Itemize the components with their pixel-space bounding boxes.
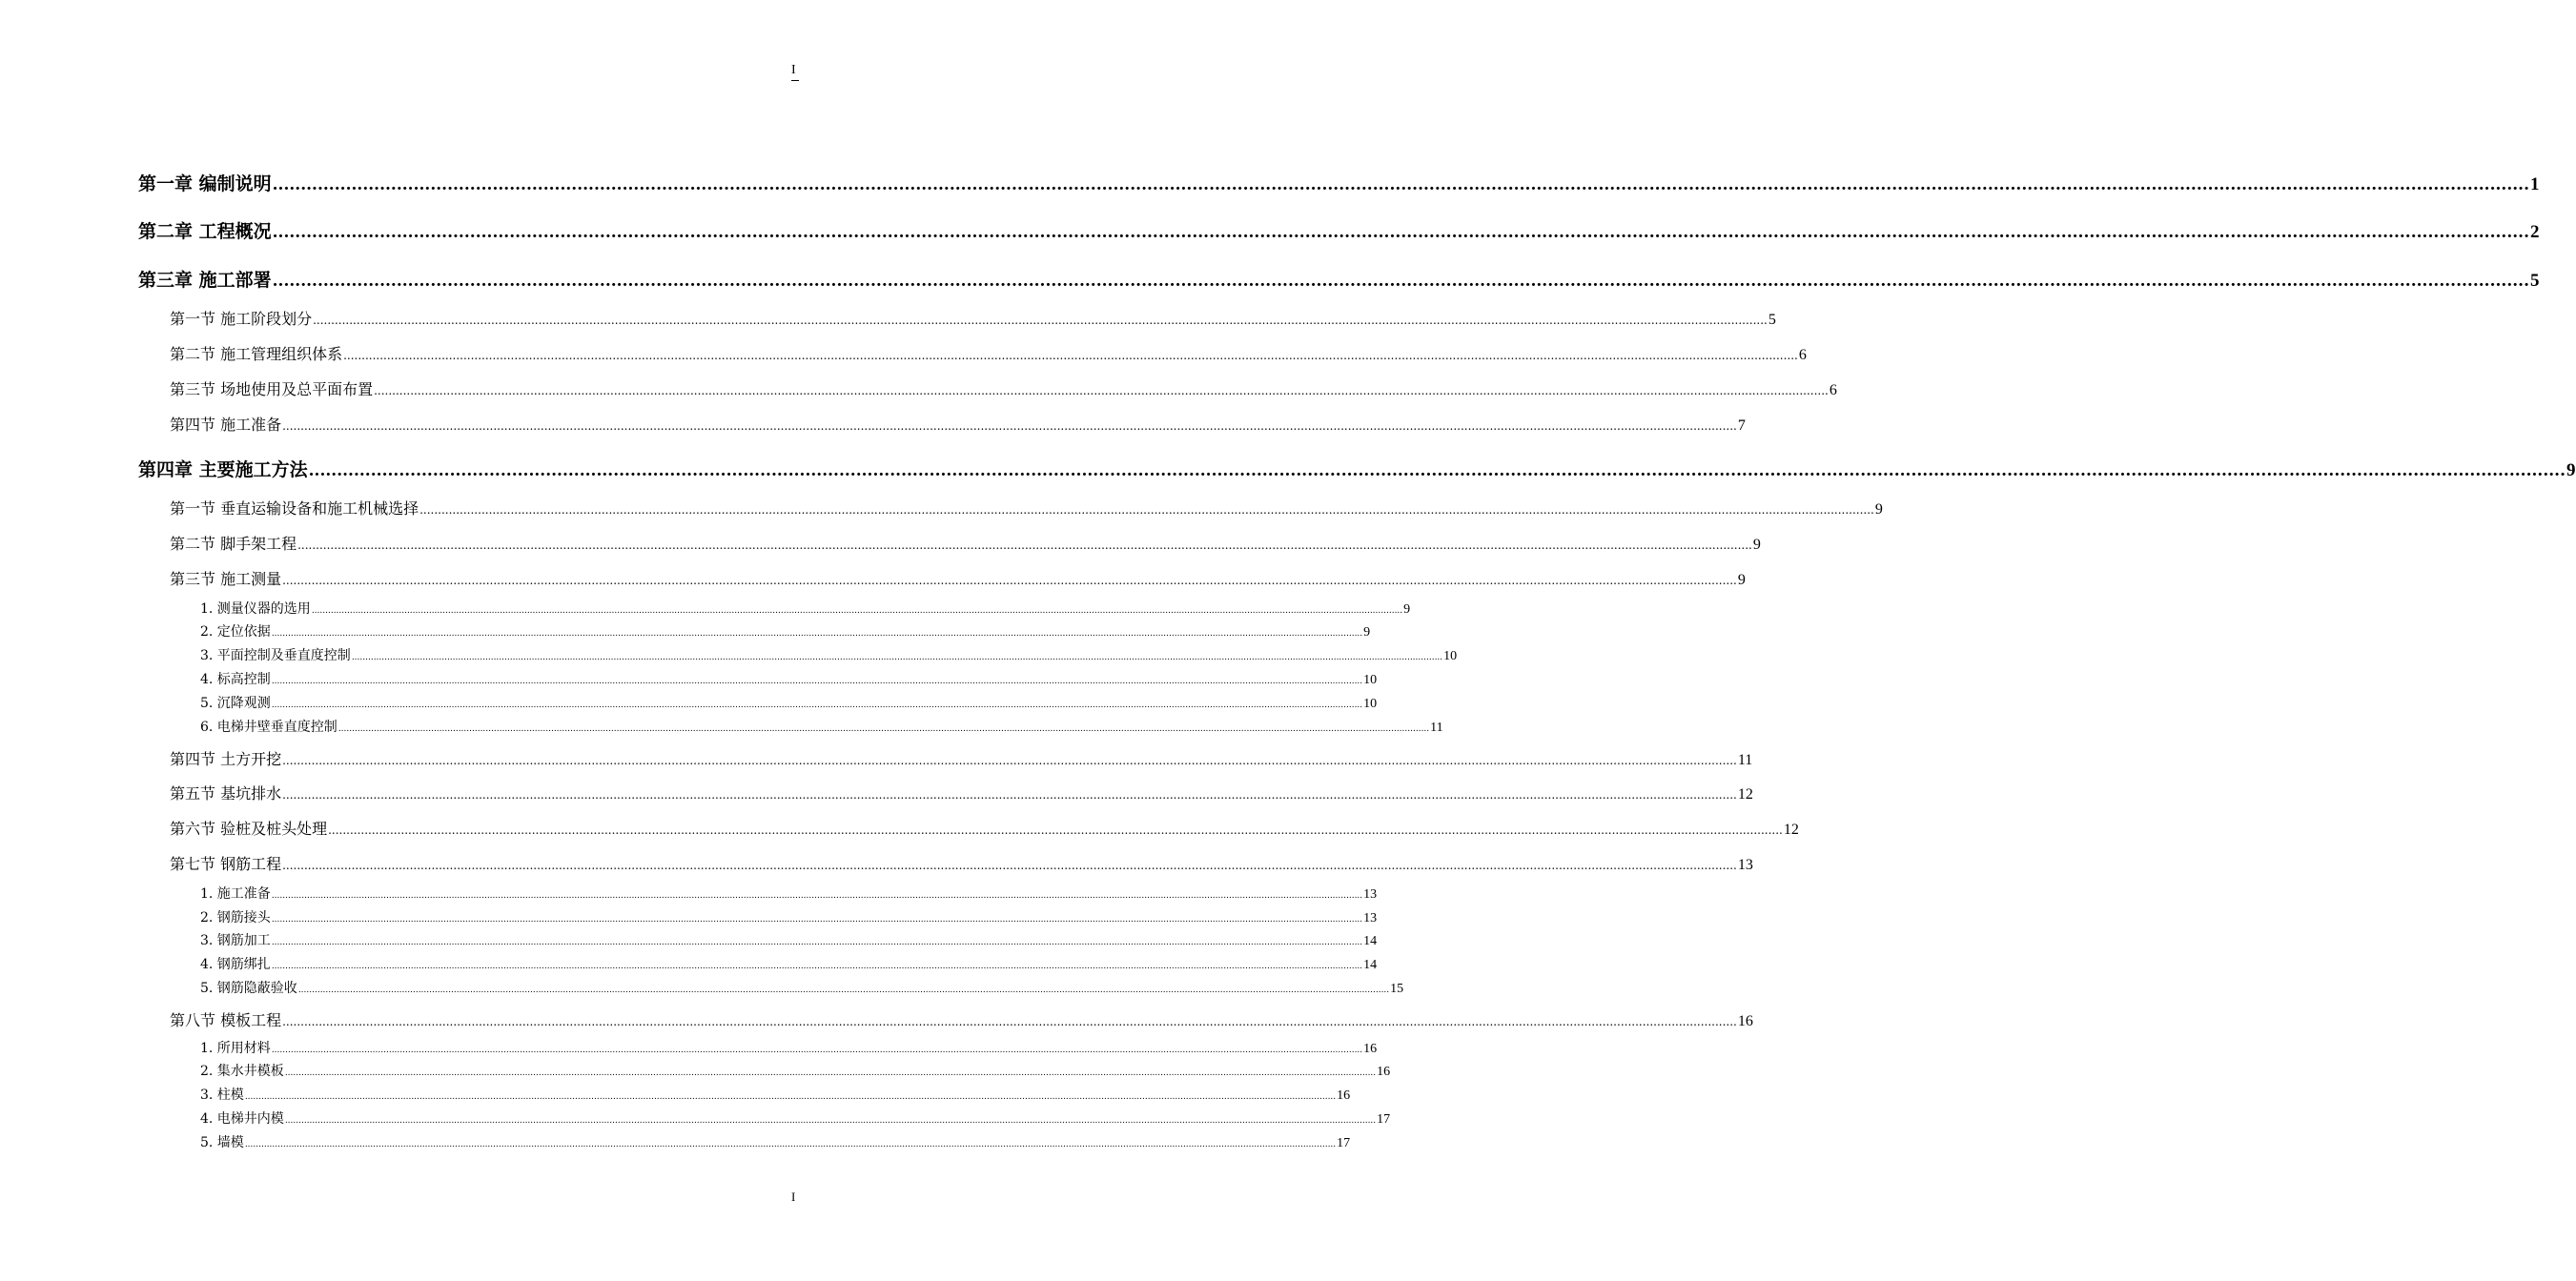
toc-page-number: 9 [1737, 572, 1746, 588]
toc-dot-leader: ................................................................................................................................................................................................................................................................................................................................................................................................................ [351, 653, 1443, 662]
toc-entry-title: 5. 墙模 [200, 1135, 244, 1150]
toc-entry-title: 第四节 土方开挖 [170, 750, 282, 768]
toc-item-entry[interactable] [200, 621, 1371, 640]
toc-item-entry[interactable] [200, 954, 1378, 973]
toc-dot-leader: ................................................................................................................................................................................................................................................................................................................................................................................................................ [272, 175, 2530, 194]
toc-item-entry[interactable] [200, 907, 1378, 926]
toc-section-entry[interactable] [170, 567, 1746, 589]
toc-section-entry[interactable] [170, 852, 1753, 874]
toc-entry-title: 6. 电梯井壁垂直度控制 [200, 720, 337, 735]
toc-entry-title: 第八节 模板工程 [170, 1011, 282, 1029]
toc-dot-leader: ................................................................................................................................................................................................................................................................................................................................................................................................................ [271, 938, 1363, 947]
toc-entry-title: 3. 钢筋加工 [200, 933, 271, 948]
toc-dot-leader: ................................................................................................................................................................................................................................................................................................................................................................................................................ [271, 629, 1363, 639]
toc-page-number: 5 [2530, 271, 2540, 291]
toc-entry-title: 2. 定位依据 [200, 624, 271, 640]
toc-dot-leader: ................................................................................................................................................................................................................................................................................................................................................................................................................ [374, 384, 1829, 397]
toc-page-number: 5 [1768, 312, 1776, 328]
toc-dot-leader: ................................................................................................................................................................................................................................................................................................................................................................................................................ [271, 677, 1363, 686]
toc-dot-leader: ................................................................................................................................................................................................................................................................................................................................................................................................................ [297, 539, 1752, 552]
toc-entry-title: 第一节 垂直运输设备和施工机械选择 [170, 499, 419, 518]
toc-item-entry[interactable] [200, 884, 1378, 903]
toc-page-number: 15 [1390, 982, 1404, 996]
toc-dot-leader: ................................................................................................................................................................................................................................................................................................................................................................................................................ [419, 503, 1874, 517]
toc-chapter-entry[interactable] [138, 217, 2540, 243]
toc-page-number: 14 [1363, 958, 1378, 972]
toc-section-entry[interactable] [170, 497, 1883, 518]
toc-item-entry[interactable] [200, 1132, 1351, 1151]
toc-page-number: 17 [1377, 1112, 1391, 1127]
toc-item-entry[interactable] [200, 693, 1378, 712]
toc-dot-leader: ................................................................................................................................................................................................................................................................................................................................................................................................................ [313, 314, 1768, 327]
toc-item-entry[interactable] [200, 645, 1458, 664]
toc-entry-title: 第四章 主要施工方法 [138, 459, 308, 480]
toc-dot-leader: ................................................................................................................................................................................................................................................................................................................................................................................................................ [244, 1092, 1337, 1102]
toc-page-number: 11 [1737, 752, 1753, 768]
toc-page-number: 10 [1443, 649, 1458, 663]
toc-dot-leader: ................................................................................................................................................................................................................................................................................................................................................................................................................ [282, 788, 1737, 802]
toc-page-number: 6 [1798, 347, 1807, 363]
toc-dot-leader: ................................................................................................................................................................................................................................................................................................................................................................................................................ [328, 824, 1783, 837]
toc-entry-title: 第七节 钢筋工程 [170, 855, 282, 873]
toc-entry-title: 2. 集水井模板 [200, 1064, 284, 1079]
toc-entry-title: 第一章 编制说明 [138, 173, 272, 194]
toc-entry-title: 第五节 基坑排水 [170, 784, 282, 803]
toc-page-number: 13 [1737, 857, 1753, 873]
toc-entry-title: 3. 平面控制及垂直度控制 [200, 648, 351, 663]
toc-item-entry[interactable] [200, 599, 1411, 618]
toc-entry-title: 4. 钢筋绑扎 [200, 957, 271, 972]
toc-entry-title: 第三节 场地使用及总平面布置 [170, 380, 374, 398]
toc-dot-leader: ................................................................................................................................................................................................................................................................................................................................................................................................................ [284, 1116, 1377, 1126]
toc-entry-title: 第二章 工程概况 [138, 221, 272, 242]
toc-dot-leader: ................................................................................................................................................................................................................................................................................................................................................................................................................ [297, 986, 1390, 995]
toc-dot-leader: ................................................................................................................................................................................................................................................................................................................................................................................................................ [282, 1015, 1737, 1028]
toc-entry-title: 第三节 施工测量 [170, 570, 282, 588]
toc-entry-title: 第四节 施工准备 [170, 416, 282, 434]
toc-entry-title: 1. 测量仪器的选用 [200, 601, 311, 617]
toc-item-entry[interactable] [200, 717, 1443, 736]
toc-section-entry[interactable] [170, 342, 1807, 364]
toc-item-entry[interactable] [200, 978, 1404, 997]
toc-page-number: 6 [1829, 382, 1837, 398]
header-page-label: I [791, 63, 796, 77]
toc-entry-title: 第二节 脚手架工程 [170, 535, 297, 553]
toc-item-entry[interactable] [200, 669, 1378, 688]
toc-section-entry[interactable] [170, 413, 1746, 435]
toc-section-entry[interactable] [170, 747, 1753, 769]
toc-dot-leader: ................................................................................................................................................................................................................................................................................................................................................................................................................ [284, 1068, 1377, 1078]
toc-entry-title: 第三章 施工部署 [138, 270, 272, 291]
toc-page-number: 17 [1337, 1136, 1351, 1150]
toc-entry-title: 4. 电梯井内模 [200, 1111, 284, 1127]
toc-entry-title: 1. 施工准备 [200, 886, 271, 902]
toc-page-number: 16 [1377, 1065, 1391, 1079]
toc-dot-leader: ................................................................................................................................................................................................................................................................................................................................................................................................................ [271, 891, 1363, 901]
toc-dot-leader: ................................................................................................................................................................................................................................................................................................................................................................................................................ [271, 701, 1363, 710]
toc-item-entry[interactable] [200, 1085, 1351, 1104]
header-page-number [791, 63, 796, 78]
toc-dot-leader: ................................................................................................................................................................................................................................................................................................................................................................................................................ [337, 724, 1430, 734]
toc-page-number: 2 [2530, 222, 2540, 242]
toc-dot-leader: ................................................................................................................................................................................................................................................................................................................................................................................................................ [343, 349, 1798, 362]
toc-dot-leader: ................................................................................................................................................................................................................................................................................................................................................................................................................ [282, 419, 1737, 433]
toc-page-number: 13 [1363, 887, 1378, 902]
toc-page-number: 9 [1874, 501, 1883, 518]
toc-section-entry[interactable] [170, 817, 1799, 839]
toc-page-number: 12 [1737, 786, 1753, 803]
toc-page-number: 12 [1783, 822, 1799, 838]
toc-entry-title: 5. 沉降观测 [200, 696, 271, 711]
toc-entry-title: 2. 钢筋接头 [200, 910, 271, 925]
toc-section-entry[interactable] [170, 307, 1776, 329]
toc-page-number: 1 [2530, 174, 2540, 194]
toc-page-number: 14 [1363, 934, 1378, 948]
toc-page-number: 9 [1752, 537, 1761, 553]
toc-dot-leader: ................................................................................................................................................................................................................................................................................................................................................................................................................ [272, 272, 2530, 291]
toc-section-entry[interactable] [170, 1008, 1753, 1030]
toc-dot-leader: ................................................................................................................................................................................................................................................................................................................................................................................................................ [271, 915, 1363, 925]
toc-entry-title: 第六节 验桩及桩头处理 [170, 820, 328, 838]
toc-page-number: 11 [1430, 721, 1443, 735]
toc-chapter-entry[interactable] [138, 456, 2576, 481]
toc-entry-title: 第二节 施工管理组织体系 [170, 345, 343, 363]
toc-item-entry[interactable] [200, 930, 1378, 949]
toc-dot-leader: ................................................................................................................................................................................................................................................................................................................................................................................................................ [308, 461, 2566, 480]
toc-page-number: 10 [1363, 697, 1378, 711]
toc-dot-leader: ................................................................................................................................................................................................................................................................................................................................................................................................................ [282, 754, 1737, 767]
toc-section-entry[interactable] [170, 782, 1753, 803]
toc-page-number: 9 [1363, 625, 1371, 640]
toc-section-entry[interactable] [170, 532, 1761, 554]
toc-dot-leader: ................................................................................................................................................................................................................................................................................................................................................................................................................ [244, 1140, 1337, 1149]
toc-chapter-entry[interactable] [138, 266, 2540, 292]
toc-entry-title: 第一节 施工阶段划分 [170, 310, 313, 328]
toc-page-number: 16 [1737, 1013, 1753, 1029]
toc-section-entry[interactable] [170, 377, 1837, 399]
toc-item-entry[interactable] [200, 1038, 1378, 1057]
toc-entry-title: 4. 标高控制 [200, 672, 271, 687]
header-underline [791, 80, 799, 81]
toc-dot-leader: ................................................................................................................................................................................................................................................................................................................................................................................................................ [271, 962, 1363, 971]
toc-dot-leader: ................................................................................................................................................................................................................................................................................................................................................................................................................ [272, 223, 2530, 242]
toc-page-number: 9 [1403, 602, 1411, 617]
toc-item-entry[interactable] [200, 1108, 1391, 1128]
toc-dot-leader: ................................................................................................................................................................................................................................................................................................................................................................................................................ [271, 1046, 1363, 1055]
toc-entry-title: 3. 柱模 [200, 1088, 244, 1103]
toc-item-entry[interactable] [200, 1061, 1391, 1080]
toc-page-number: 16 [1363, 1042, 1378, 1056]
toc-entry-title: 5. 钢筋隐蔽验收 [200, 981, 297, 996]
toc-dot-leader: ................................................................................................................................................................................................................................................................................................................................................................................................................ [311, 606, 1403, 616]
toc-page-number: 7 [1737, 417, 1746, 434]
toc-chapter-entry[interactable] [138, 170, 2540, 195]
footer-page-number: I [791, 1190, 796, 1204]
toc-page-number: 16 [1337, 1088, 1351, 1103]
toc-entry-title: 1. 所用材料 [200, 1041, 271, 1056]
toc-page-number: 9 [2566, 460, 2576, 480]
toc-page-number: 10 [1363, 673, 1378, 687]
toc-dot-leader: ................................................................................................................................................................................................................................................................................................................................................................................................................ [282, 859, 1737, 872]
toc-dot-leader: ................................................................................................................................................................................................................................................................................................................................................................................................................ [282, 574, 1737, 587]
toc-page-number: 13 [1363, 911, 1378, 925]
